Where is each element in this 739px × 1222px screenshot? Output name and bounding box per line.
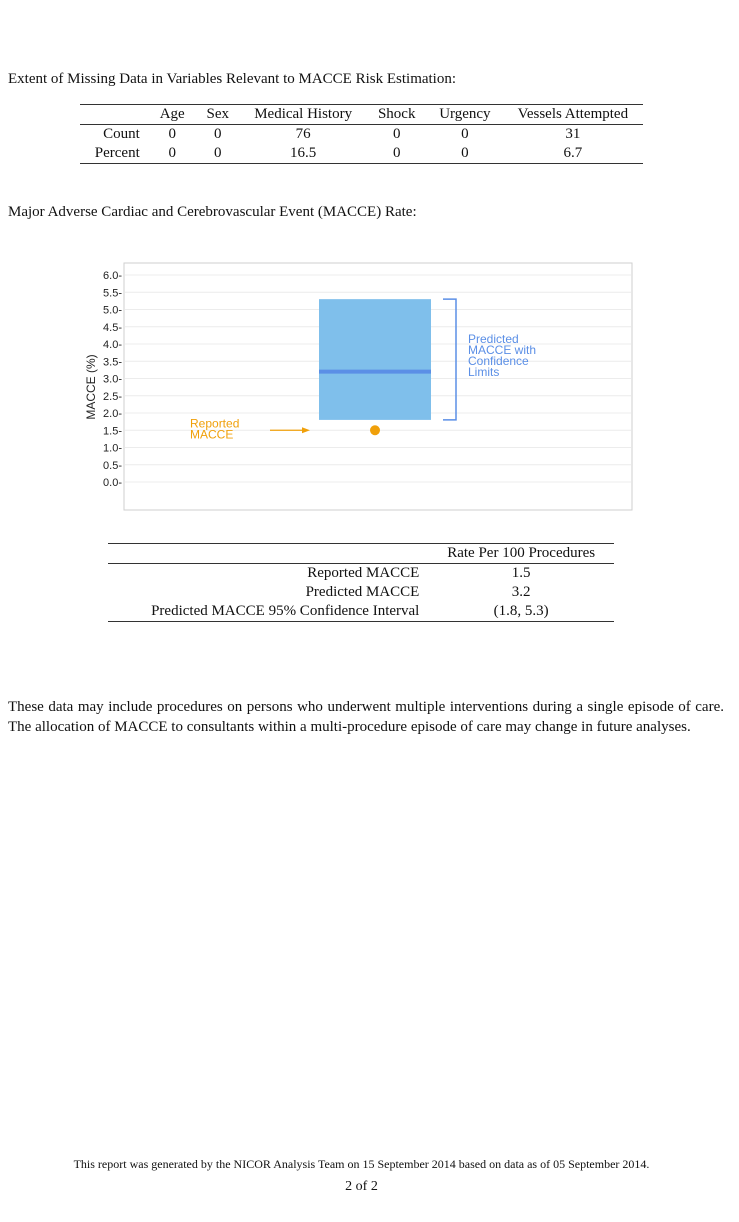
rate-table xyxy=(108,543,614,622)
predicted-label-line: Confidence xyxy=(468,354,529,368)
y-tick-label: 2.5- xyxy=(103,390,122,403)
row-label: Count xyxy=(103,126,140,142)
explanatory-note: These data may include procedures on persons who underwent multiple interventions during a single episode of care. The allocation of MACCE to consultants within a multi-procedure episode of care may change in future analyses. xyxy=(8,699,724,735)
table-cell: 0 xyxy=(168,145,176,161)
y-tick-label: 0.0- xyxy=(103,477,122,489)
column-header-medical-history: Medical History xyxy=(240,105,367,125)
column-header xyxy=(80,105,149,125)
missing-data-heading: Extent of Missing Data in Variables Relevant to MACCE Risk Estimation: xyxy=(8,71,457,87)
table-cell: 3.2 xyxy=(511,584,531,600)
y-tick-label: 1.0- xyxy=(103,442,122,455)
confidence-interval-box xyxy=(319,299,431,420)
row-label: Percent xyxy=(94,145,140,161)
y-tick-label: 0.5- xyxy=(103,459,122,472)
y-tick-label: 3.5- xyxy=(103,356,122,369)
macce-rate-heading: Major Adverse Cardiac and Cerebrovascular Event (MACCE) Rate: xyxy=(8,204,417,220)
table-cell: 0 xyxy=(392,145,401,161)
reported-macce-point xyxy=(370,425,380,435)
table-cell: 16.5 xyxy=(290,145,317,161)
column-header-urgency: Urgency xyxy=(427,105,503,125)
table-cell: 76 xyxy=(295,126,311,142)
table-cell: 31 xyxy=(565,126,581,142)
row-label: Reported MACCE xyxy=(307,565,420,581)
table-row xyxy=(108,564,614,584)
row-label: Predicted MACCE xyxy=(305,584,420,600)
y-axis-label: MACCE (%) xyxy=(84,354,98,420)
table-row xyxy=(80,144,643,164)
macce-chart xyxy=(80,255,640,520)
table-cell: (1.8, 5.3) xyxy=(493,603,549,619)
table-cell: 0 xyxy=(461,126,469,142)
missing-data-header-row xyxy=(80,105,643,125)
predicted-label-line: Limits xyxy=(468,365,500,379)
y-tick-label: 6.0- xyxy=(103,270,122,282)
y-tick-label: 4.5- xyxy=(103,321,122,334)
column-header-shock: Shock xyxy=(366,105,427,125)
y-tick-label: 3.0- xyxy=(103,373,122,386)
page-number: 2 of 2 xyxy=(345,1179,378,1194)
y-tick-label: 2.0- xyxy=(103,408,122,420)
predicted-label-line: Predicted xyxy=(468,332,519,346)
table-row xyxy=(108,602,614,622)
table-cell: 0 xyxy=(214,126,222,142)
column-header-sex: Sex xyxy=(196,105,240,125)
y-tick-label: 5.5- xyxy=(103,287,122,300)
table-cell: 6.7 xyxy=(563,145,583,161)
table-cell: 0 xyxy=(214,145,222,161)
row-label: Predicted MACCE 95% Confidence Interval xyxy=(151,603,420,619)
y-tick-label: 1.5- xyxy=(103,425,122,438)
y-tick-label: 4.0- xyxy=(103,339,122,351)
rate-table-header-row xyxy=(108,544,614,564)
y-tick-label: 5.0- xyxy=(103,304,122,317)
table-row xyxy=(80,125,643,145)
rate-column-header: Rate Per 100 Procedures xyxy=(428,544,614,564)
y-axis-ticks xyxy=(103,270,122,489)
table-cell: 0 xyxy=(392,126,401,142)
reported-label-line: MACCE xyxy=(190,427,234,442)
column-header-age: Age xyxy=(149,105,196,125)
column-header-vessels-attempted: Vessels Attempted xyxy=(503,105,643,125)
predicted-label-line: MACCE with xyxy=(468,343,537,357)
table-row xyxy=(108,583,614,602)
missing-data-table xyxy=(80,104,643,164)
table-cell: 1.5 xyxy=(511,565,531,581)
footer-generated-text: This report was generated by the NICOR Analysis Team on 15 September 2014 based on data as of 05 September 2014. xyxy=(73,1157,650,1171)
table-cell: 0 xyxy=(461,145,469,161)
rate-table-header-empty xyxy=(108,544,428,564)
reported-label-line: Reported xyxy=(190,416,240,431)
table-cell: 0 xyxy=(168,126,176,142)
